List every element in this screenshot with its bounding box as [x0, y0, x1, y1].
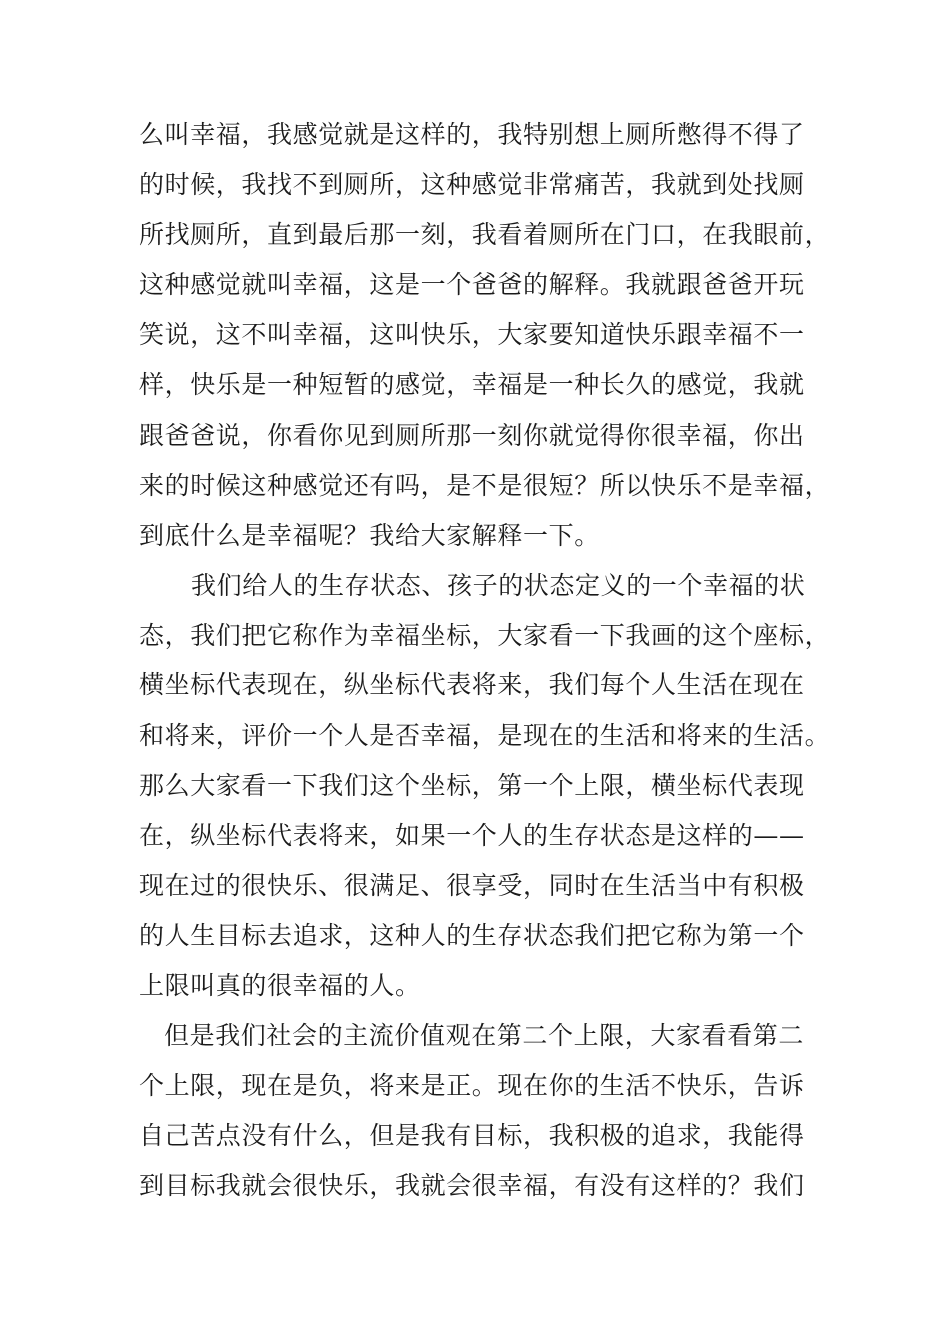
text-line: 上限叫真的很幸福的人。 [139, 971, 421, 1000]
text-line: 个上限，现在是负，将来是正。现在你的生活不快乐，告诉 [139, 1071, 805, 1100]
text-line: 来的时候这种感觉还有吗，是不是很短？所以快乐不是幸福， [139, 471, 831, 500]
text-line: 的人生目标去追求，这种人的生存状态我们把它称为第一个 [139, 921, 805, 950]
paragraph-first-line: 我们给人的生存状态、孩子的状态定义的一个幸福的状 [191, 571, 806, 600]
text-line: 在，纵坐标代表将来，如果一个人的生存状态是这样的—— [139, 821, 805, 850]
text-line: 和将来，评价一个人是否幸福，是现在的生活和将来的生活。 [139, 721, 831, 750]
text-line: 这种感觉就叫幸福，这是一个爸爸的解释。我就跟爸爸开玩 [139, 270, 805, 299]
text-line: 横坐标代表现在，纵坐标代表将来，我们每个人生活在现在 [139, 670, 805, 699]
text-line: 态，我们把它称作为幸福坐标，大家看一下我画的这个座标， [139, 621, 831, 650]
text-line: 笑说，这不叫幸福，这叫快乐，大家要知道快乐跟幸福不一 [139, 320, 805, 349]
text-line: 样，快乐是一种短暂的感觉，幸福是一种长久的感觉，我就 [139, 370, 805, 399]
paragraph-first-line: 但是我们社会的主流价值观在第二个上限，大家看看第二 [164, 1021, 805, 1050]
text-line: 现在过的很快乐、很满足、很享受，同时在生活当中有积极 [139, 871, 805, 900]
text-line: 那么大家看一下我们这个坐标，第一个上限，横坐标代表现 [139, 771, 805, 800]
text-line: 所找厕所，直到最后那一刻，我看着厕所在门口，在我眼前， [139, 220, 831, 249]
text-line: 到底什么是幸福呢？我给大家解释一下。 [139, 521, 600, 550]
text-line: 的时候，我找不到厕所，这种感觉非常痛苦，我就到处找厕 [139, 170, 805, 199]
text-line: 跟爸爸说，你看你见到厕所那一刻你就觉得你很幸福，你出 [139, 421, 805, 450]
text-line: 自己苦点没有什么，但是我有目标，我积极的追求，我能得 [139, 1121, 805, 1150]
text-line: 么叫幸福，我感觉就是这样的，我特别想上厕所憋得不得了 [139, 120, 805, 149]
text-line: 到目标我就会很快乐，我就会很幸福，有没有这样的？我们 [139, 1171, 805, 1200]
